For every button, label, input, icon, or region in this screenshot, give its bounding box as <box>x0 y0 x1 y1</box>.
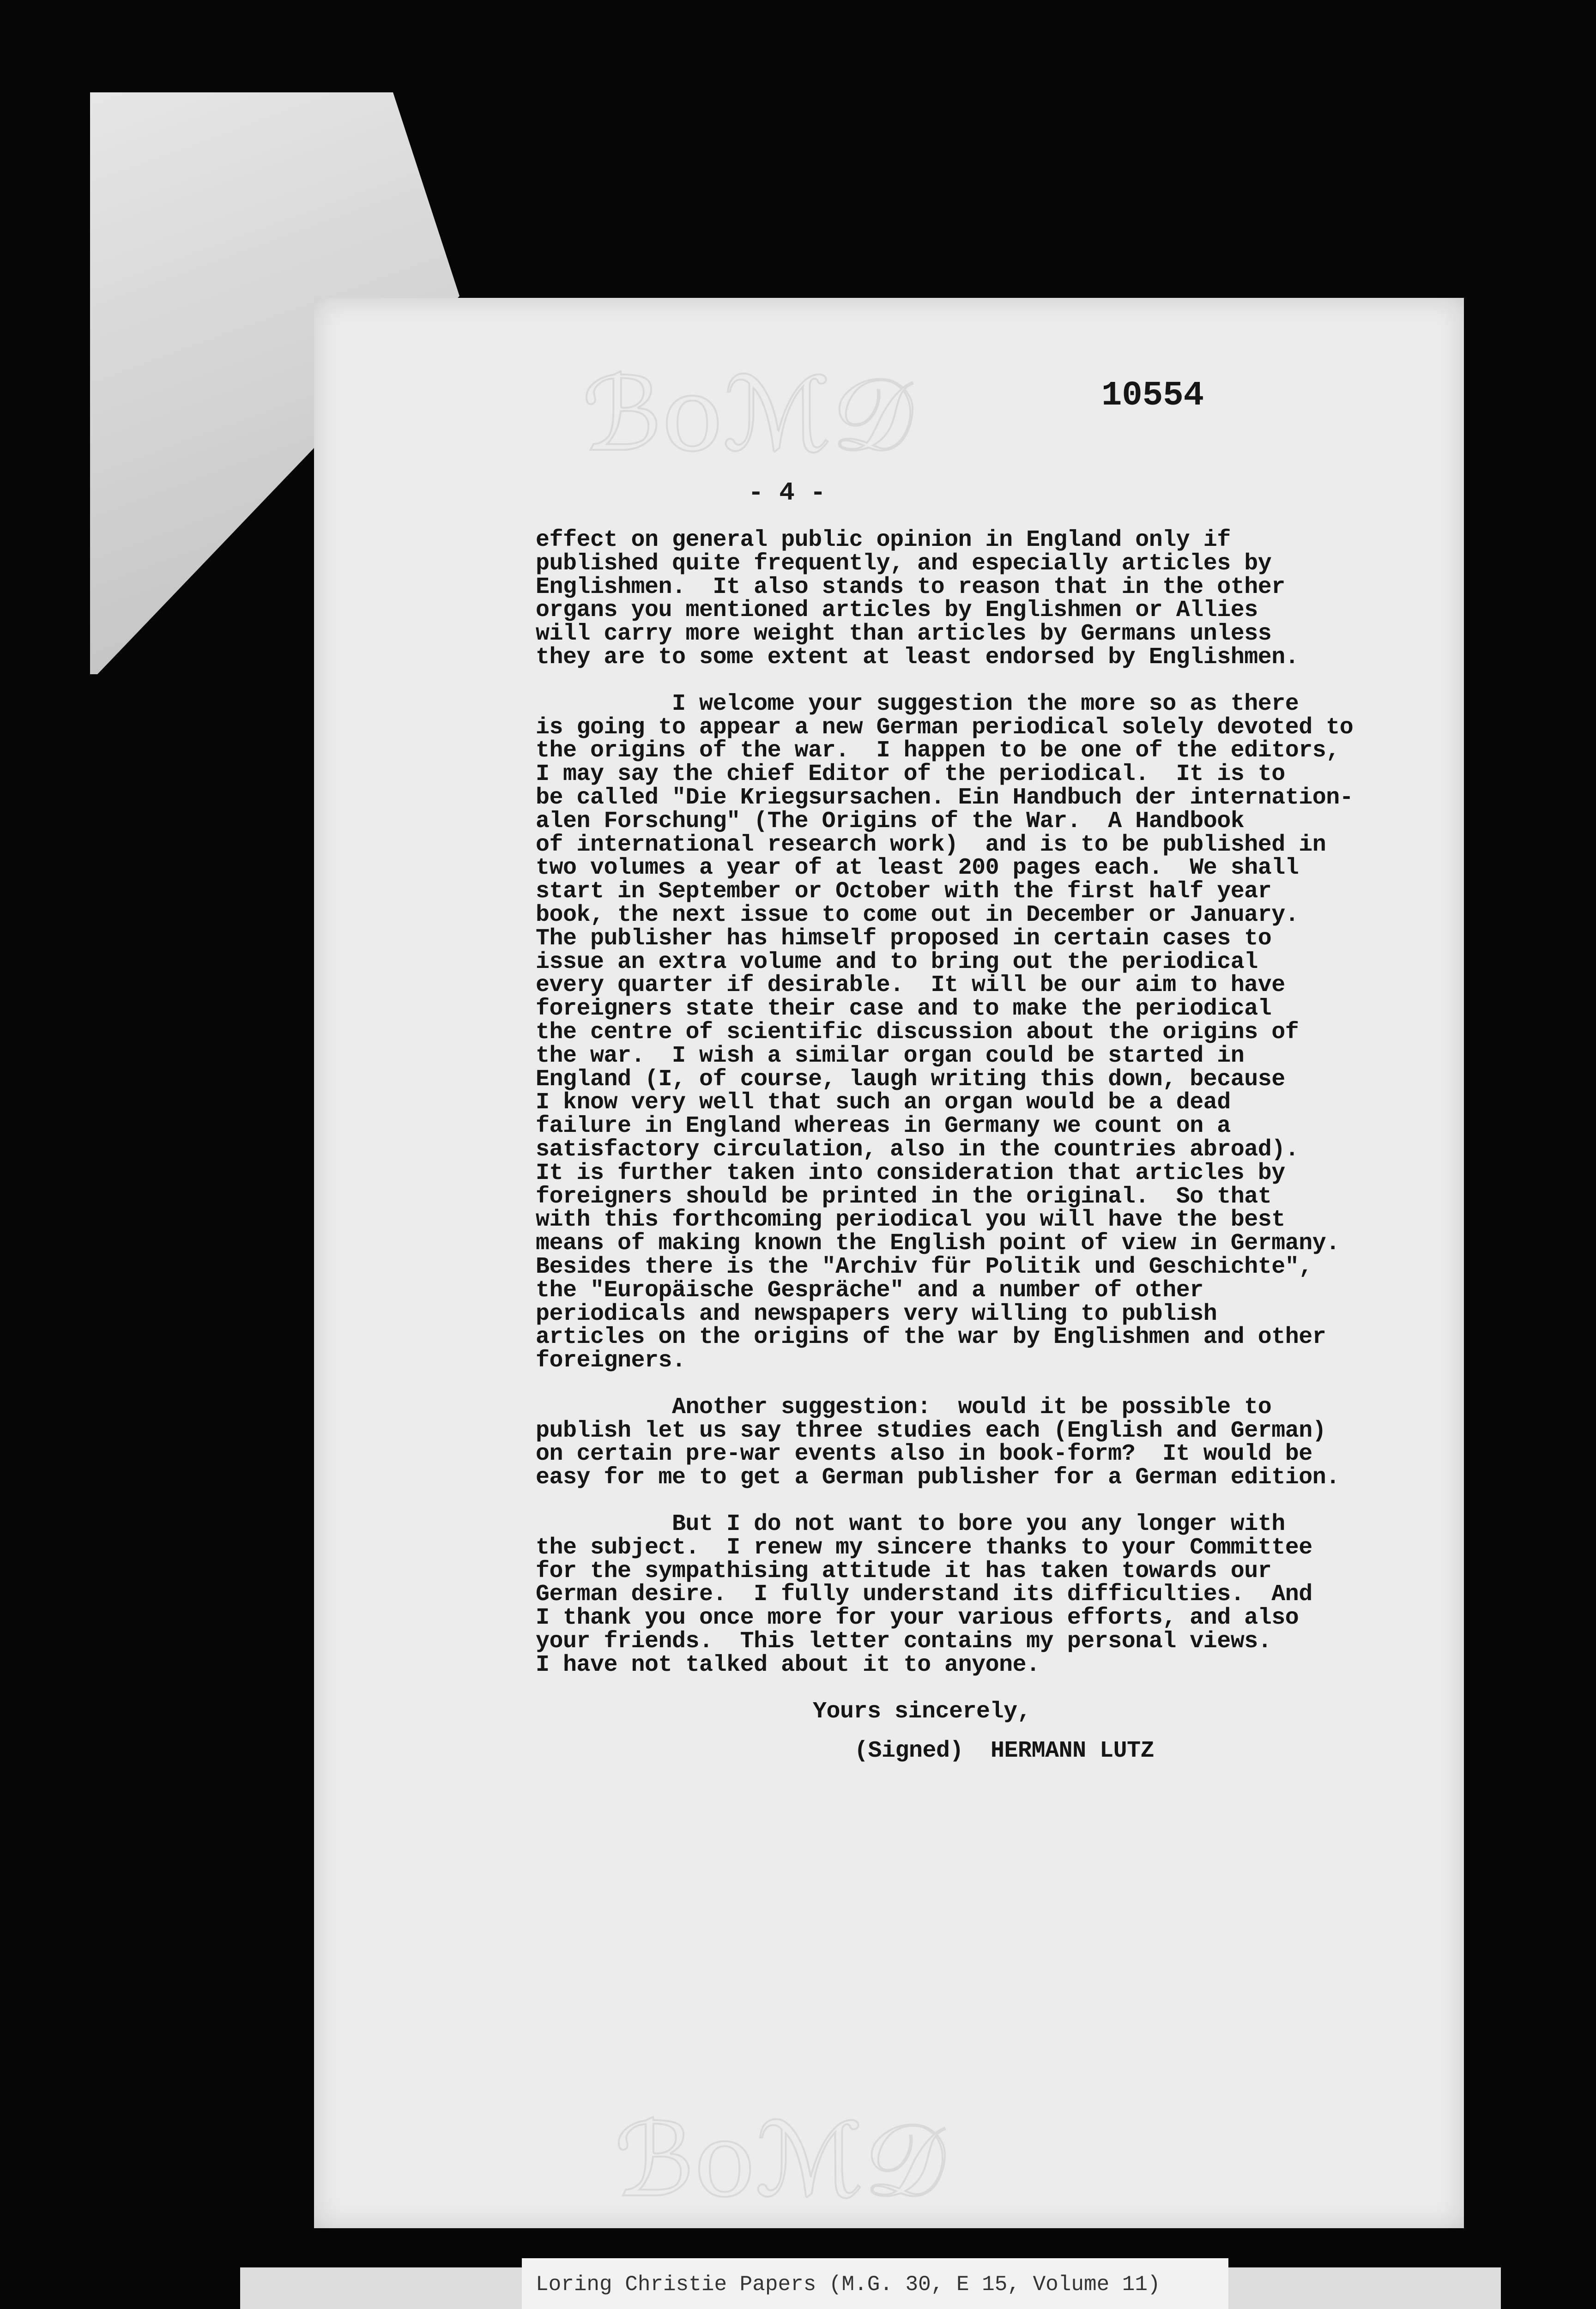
paragraph-3: Another suggestion: would it be possible to publish let us say three studies each (English and German) on certain pre-war events also in book-form? It would be easy for me to get a German publisher for a German edition. <box>536 1394 1340 1491</box>
letter-body <box>536 529 1422 1763</box>
closing: Yours sincerely, <box>813 1698 1031 1725</box>
paragraph-4: But I do not want to bore you any longer with the subject. I renew my sincere thanks to your Committee for the sympathising attitude it has taken towards our German desire. I fully understand its difficulties. And I thank you once more for your various efforts, and also your friends. This letter contains my personal views. I have not talked about it to anyone. <box>536 1511 1312 1678</box>
folio-number: 10554 <box>1101 376 1204 415</box>
signature: (Signed) HERMANN LUTZ <box>854 1738 1155 1765</box>
page-number: - 4 - <box>748 478 826 508</box>
collection-reference: Loring Christie Papers (M.G. 30, E 15, Volume 11) <box>522 2258 1228 2309</box>
paragraph-2: I welcome your suggestion the more so as there is going to appear a new German periodical solely devoted to the origins of the war. I happen to be one of the editors, I may say the chief Editor of the periodical. It is to be called "Die Kriegsursachen. Ein Handbuch der internation- alen Forschung" (The Origins of the War. A Handbook of international research work) and is to be published in two volumes a year of at least 200 pages each. We shall start in September or October with the first half year book, the next issue to come out in December or January. The publisher has himself proposed in certain cases to issue an extra volume and to bring out the periodical every quarter if desirable. It will be our aim to have foreigners state their case and to make the periodical the centre of scientific discussion about the origins of the war. I wish a similar organ could be started in England (I, of course, laugh writing this down, because I know very well that such an organ would be a dead failure in England whereas in Germany we count on a satisfactory circulation, also in the countries abroad). It is further taken into consideration that articles by foreigners should be printed in the original. So that with this forthcoming periodical you will have the best means of making known the English point of view in Germany. Besides there is the "Archiv für Politik und Geschichte", the "Europäische Gespräche" and a number of other periodicals and newspapers very willing to publish articles on the origins of the war by Englishmen and other foreigners. <box>536 690 1354 1374</box>
paragraph-1: effect on general public opinion in England only if published quite frequently, and especially articles by Englishmen. It also stands to reason that in the other organs you mentioned articles by Englishmen or Allies will carry more weight than articles by Germans unless they are to some extent at least endorsed by Englishmen. <box>536 527 1299 671</box>
faint-stamp-bottom: ℬoℳ𝒟 <box>614 2101 945 2219</box>
faint-stamp-top: ℬoℳ𝒟 <box>582 356 913 474</box>
